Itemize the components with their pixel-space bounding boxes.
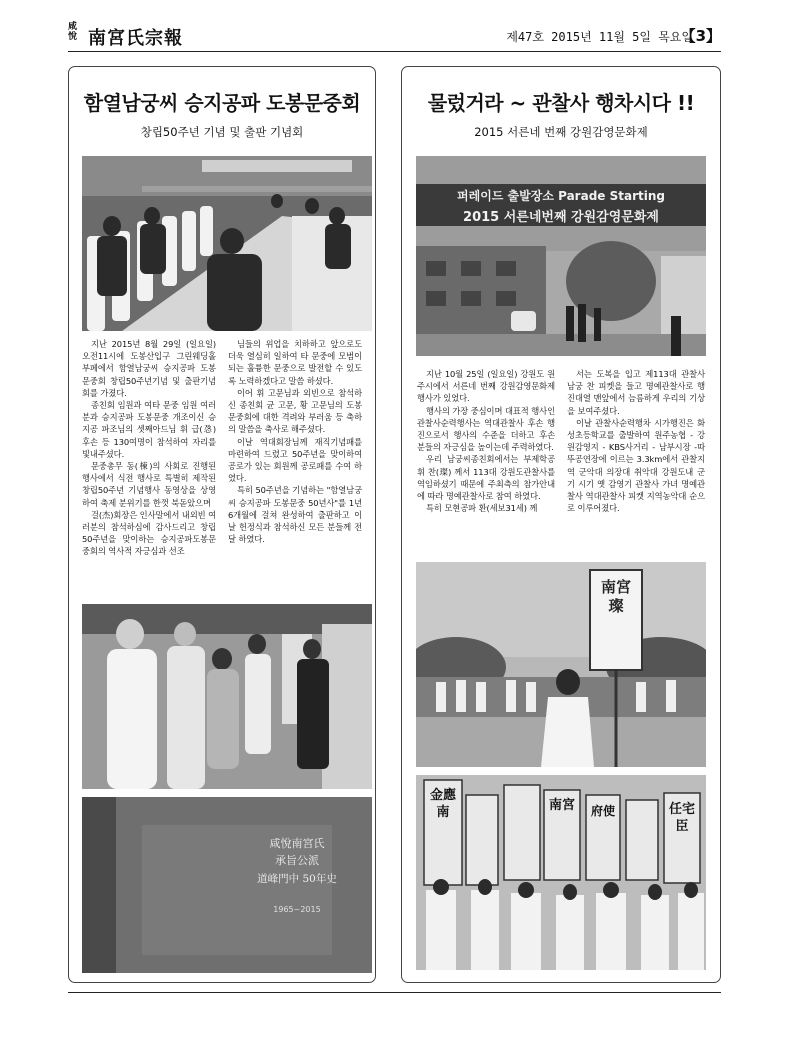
page-number: 【3】 (680, 27, 721, 45)
book-spine (82, 797, 116, 973)
left-subheadline: 창립50주년 기념 및 출판 기념회 (140, 125, 304, 139)
book-years: 1965~2015 (273, 905, 321, 914)
sign-text: 任宅臣 (668, 802, 695, 834)
sign-text: 南宮 (548, 798, 575, 813)
banquet-photo-image (82, 156, 372, 331)
masthead (68, 22, 721, 50)
left-paragraph: 걸(杰)회장은 인사말에서 내외빈 여러분의 참석하심에 감사드리고 창립50주년을 맞이하는 승지공파도봉문중회의 역사적 자긍심과 선조 (82, 509, 216, 557)
right-paragraph: 이날 관찰사순력행차 시가행진은 화성초등학교를 출발하여 원주농협 - 강원감영지 - KBS사거리 - 남부시장 -따뚜공연장에 이르는 3.3km에서 관찰지역 군악대 의장대 취악대 강원도내 군기 시기 옛 감영기 관찰사 가녀 명예관찰사 역대관찰사 피켓 지역농악대 순으로 이루어졌다. (567, 417, 705, 514)
governor-sign-text: 南宮璨 (600, 578, 631, 615)
left-paragraph: 님들의 위업을 치하하고 앞으로도 더욱 열심히 일하여 타 문중에 모범이 되는 훌륭한 문중으로 발전할 수 있도록 노력하겠다고 말씀 하셨다. (228, 339, 362, 386)
right-paragraph: 지난 10월 25일 (일요일) 강원도 원주시에서 서른네 번째 강원감영문화제 행사가 있었다. (417, 369, 555, 404)
right-paragraph: 특히 모현공파 환(세보31세) 께 (426, 503, 538, 514)
left-paragraph: 특히 50주년을 기념하는 "함열남궁씨 승지공파 도봉문중 50년사"를 1년6개월에 걸쳐 완성하여 출판하고 이날 헌정식과 참석하신 모든 분들께 전달 하였다. (228, 485, 362, 545)
right-paragraph: 우리 남궁씨종친회에서는 부제학공 휘 찬(璨) 께서 113대 강원도관찰사를 역임하셨기 때문에 주최측의 참가안내에 따라 명예관찰사로 참여 하였다. (417, 454, 555, 502)
left-body (82, 338, 362, 558)
left-article (68, 66, 376, 983)
sign-bearers-photo (416, 775, 706, 970)
right-paragraph: 행사의 가장 중심이며 대표적 행사인 관찰사순력행사는 역대관찰사 후손 행진으로서 행사의 수준을 더하고 후손 분들의 자긍심을 높이는데 주력하였다. (417, 405, 555, 453)
parade-banner-photo (416, 156, 706, 356)
governor-parade-photo (416, 562, 706, 767)
banquet-photo (82, 156, 372, 331)
sign-text: 金應南 (429, 788, 456, 820)
left-paragraph: 이어 휘 고문님과 외빈으로 참석하신 종친회 균 고문, 황 고문님의 도봉문중회에 대한 격려와 부러움 등 축하의 말씀을 축사로 해주셨다. (228, 387, 362, 435)
parade-banner-scene (416, 156, 706, 356)
left-paragraph: 문중총무 동(棟)의 사회로 진행된 행사에서 식전 행사로 특별히 제작된 창립50주년 기념행사 동영상을 상영하여 축제 분위기를 한껏 북돋았으며 (82, 461, 216, 508)
banner-line-2: 2015 서른네번째 강원감영문화제 (463, 210, 659, 225)
greeting-photo-image (82, 604, 372, 789)
newspaper-title: 南宮氏宗報 (88, 28, 183, 49)
sign-text: 府使 (590, 804, 615, 818)
footer-rule (68, 992, 721, 993)
right-column-2 (567, 368, 705, 514)
banner-line-1: 퍼레이드 출발장소 Parade Starting (457, 189, 665, 203)
book-cover-photo (82, 797, 372, 973)
right-column-1 (417, 368, 555, 514)
left-headline: 함열남궁씨 승지공파 도봉문중회 (83, 91, 361, 115)
book-title-line: 咸悅南宮氏 (269, 837, 325, 850)
issue-date: 제47호 2015년 11월 5일 목요일 (506, 30, 693, 44)
right-paragraph: 서는 도복을 입고 제113대 관찰사 남궁 찬 피켓을 들고 명예관찰사로 행진대열 맨앞에서 늠름하게 우리의 기상을 보여주셨다. (567, 369, 705, 416)
right-subheadline: 2015 서른네 번째 강원감영문화제 (474, 125, 648, 139)
right-body (417, 368, 705, 514)
book-title-block (262, 835, 332, 869)
right-article (401, 66, 721, 983)
book-title-main: 道峰門中 50年史 (257, 873, 337, 885)
left-paragraph: 이날 역대회장님께 재직기념패를 마련하여 드렸고 50주년을 맞이하여 공로가 있는 회원께 공로패를 수여 하였다. (228, 436, 362, 484)
left-column-2 (228, 338, 362, 558)
governor-parade-scene (416, 562, 706, 767)
greeting-photo (82, 604, 372, 789)
right-headline: 물렀거라 ~ 관찰사 행차시다 !! (427, 91, 695, 115)
book-title-line: 承旨公派 (275, 854, 319, 867)
left-paragraph: 지난 2015년 8월 29일 (일요일) 오전11시에 도봉산입구 그린웨딩홀 부페에서 함열남궁씨 승지공파 도봉문중회 창립50주년기념 및 출판기념회를 가졌다. (82, 339, 216, 398)
masthead-rule (68, 51, 721, 52)
left-column-1 (82, 338, 216, 558)
left-paragraph: 종친회 임원과 여타 문중 임원 여러분과 승지공파 도봉문중 개조이신 승지공 파조님의 셋째아드님 휘 급(㤂) 후손 등 130여명이 참석하여 자리를 빛내주셨다. (82, 400, 216, 459)
masthead-hanja: 咸悅 (68, 22, 78, 42)
